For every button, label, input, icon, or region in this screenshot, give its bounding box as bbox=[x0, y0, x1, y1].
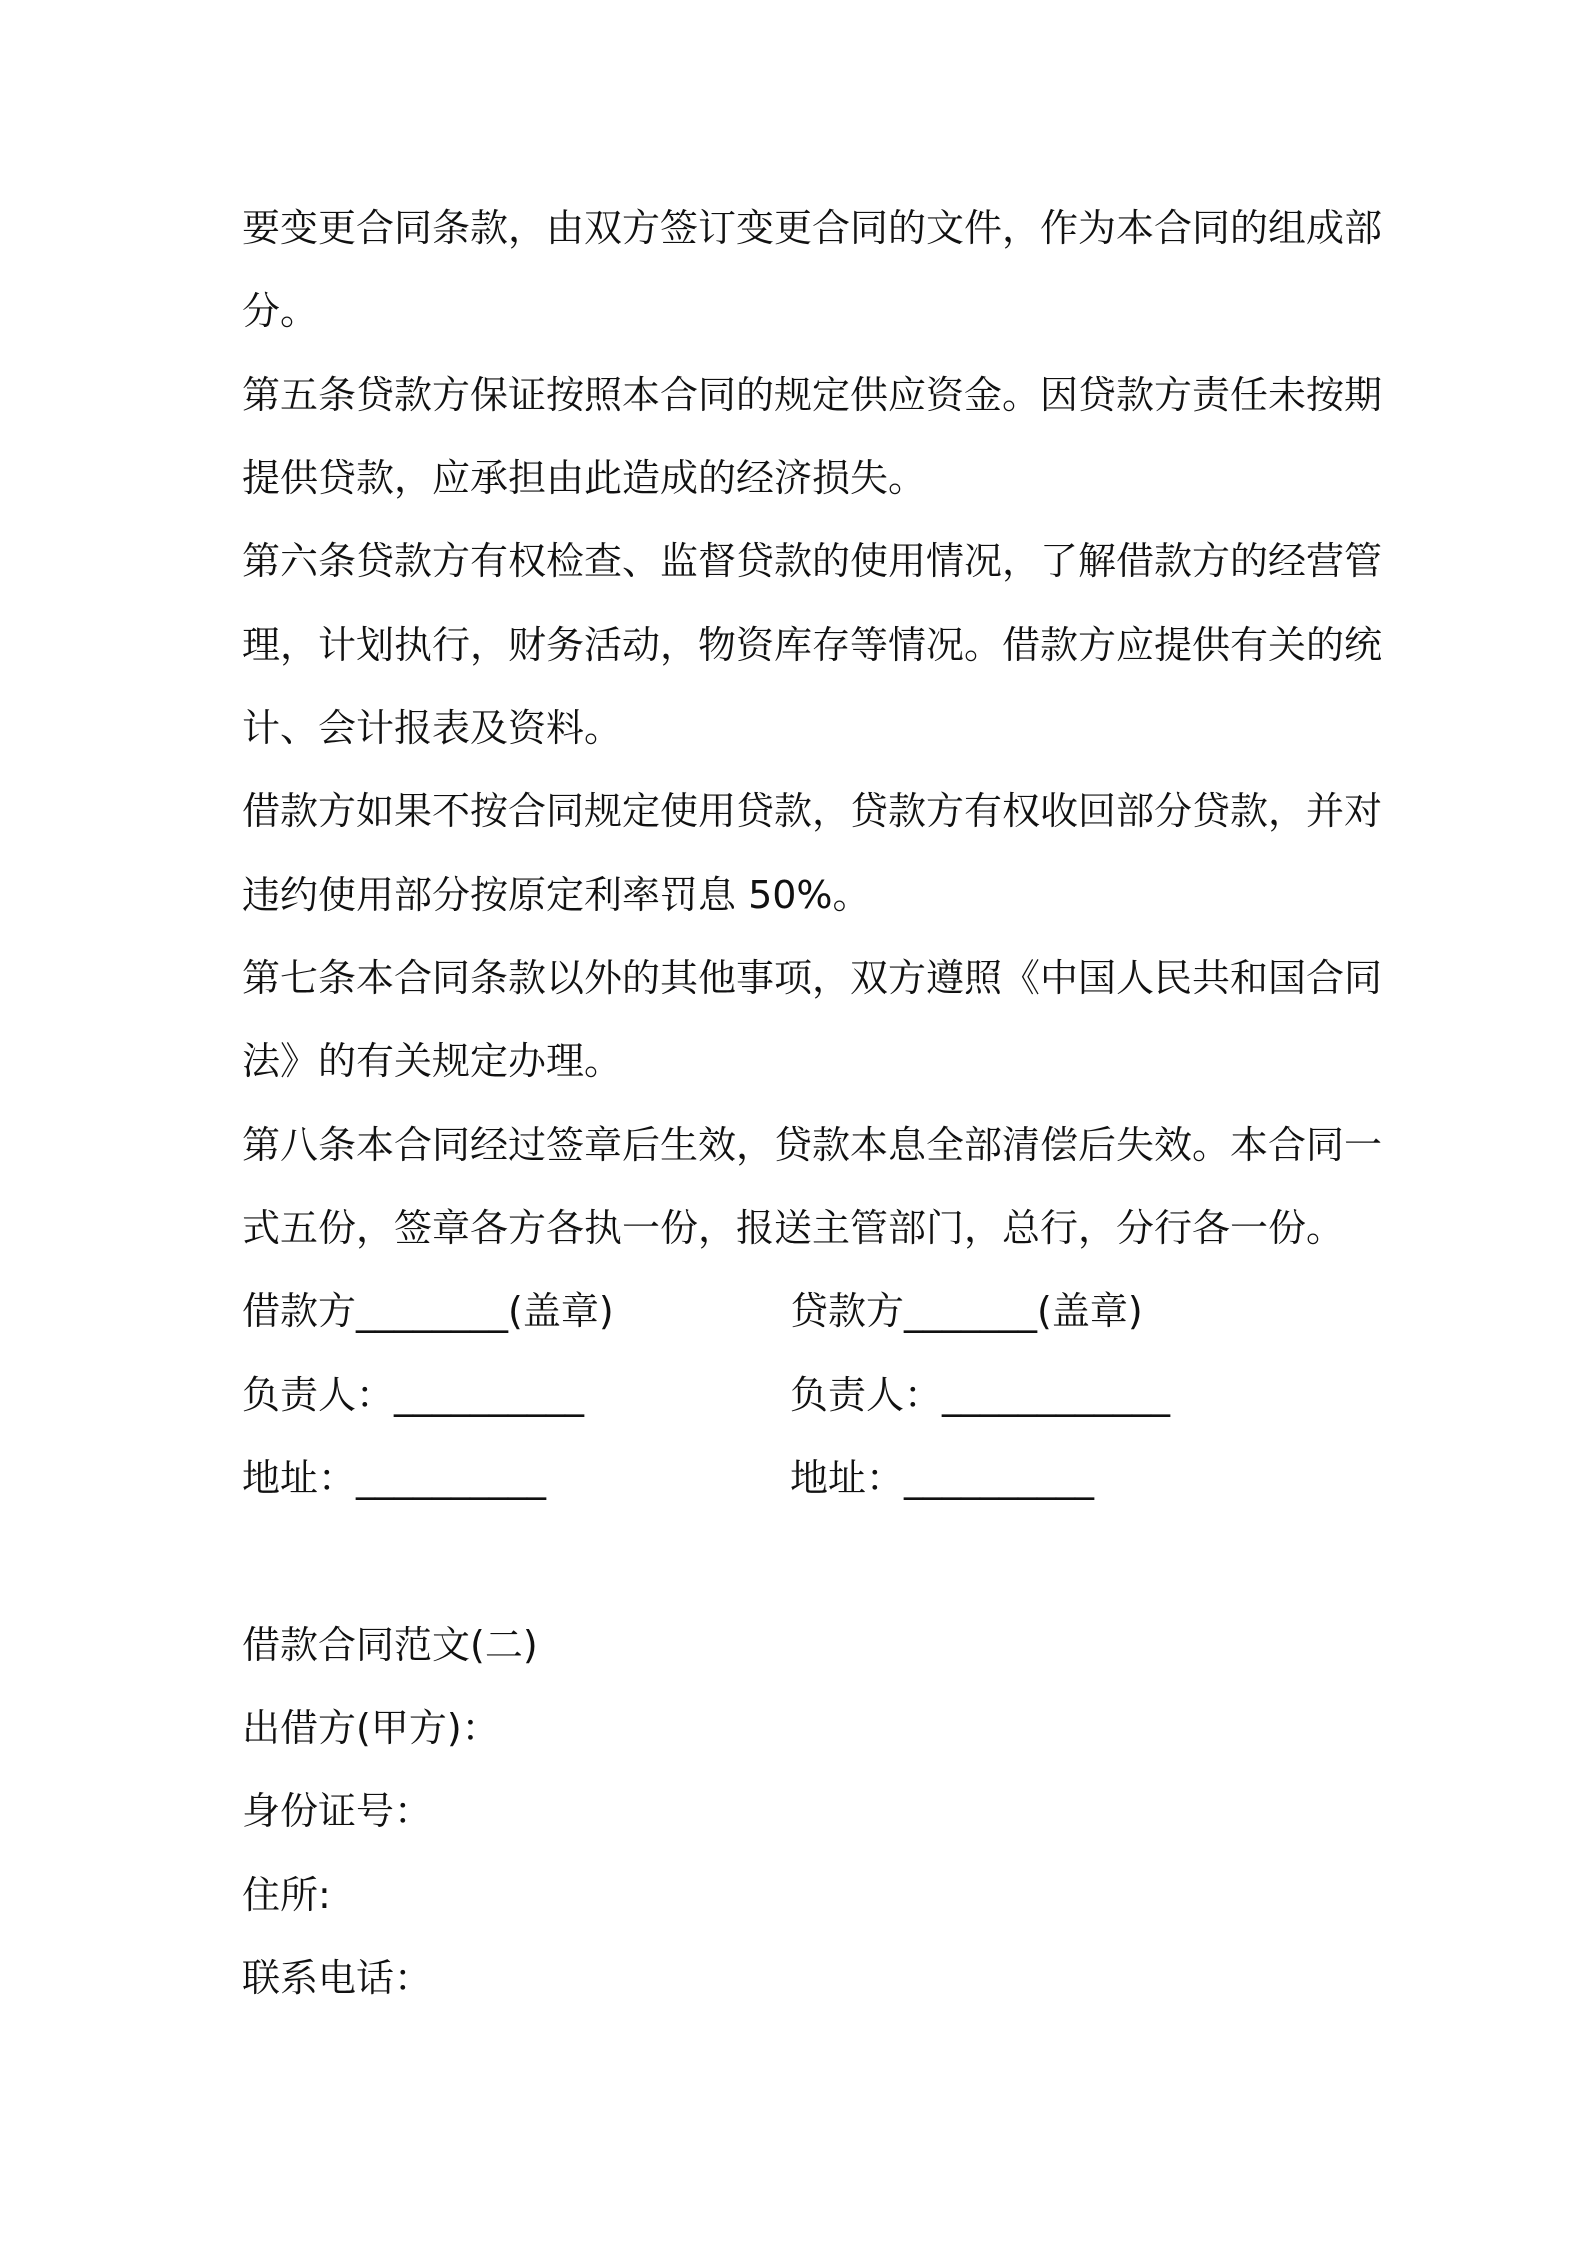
paragraph-line: 第七条本合同条款以外的其他事项，双方遵照《中国人民共和国合同 bbox=[242, 956, 1383, 1000]
paragraph-line: 第五条贷款方保证按照本合同的规定供应资金。因贷款方责任未按期 bbox=[242, 373, 1383, 417]
borrower-address-line: 地址：__________ bbox=[242, 1456, 547, 1500]
paragraph-line: 法》的有关规定办理。 bbox=[242, 1039, 623, 1083]
paragraph-line: 借款方如果不按合同规定使用贷款，贷款方有权收回部分贷款，并对 bbox=[242, 789, 1383, 833]
paragraph-line: 第八条本合同经过签章后生效，贷款本息全部清偿后失效。本合同一 bbox=[242, 1123, 1383, 1167]
paragraph-line: 提供贷款，应承担由此造成的经济损失。 bbox=[242, 456, 927, 500]
paragraph-line: 分。 bbox=[242, 289, 319, 333]
borrower-person-line: 负责人：__________ bbox=[242, 1373, 585, 1417]
paragraph-line: 理，计划执行，财务活动，物资库存等情况。借款方应提供有关的统 bbox=[242, 623, 1383, 667]
lender-party-label: 出借方(甲方)： bbox=[242, 1706, 500, 1750]
paragraph-line: 式五份，签章各方各执一份，报送主管部门，总行，分行各一份。 bbox=[242, 1206, 1345, 1250]
residence-label: 住所: bbox=[242, 1873, 331, 1917]
lender-stamp-line: 贷款方_______(盖章) bbox=[790, 1289, 1143, 1333]
paragraph-line: 要变更合同条款，由双方签订变更合同的文件，作为本合同的组成部 bbox=[242, 206, 1383, 250]
paragraph-line: 第六条贷款方有权检查、监督贷款的使用情况，了解借款方的经营管 bbox=[242, 539, 1383, 583]
paragraph-line: 违约使用部分按原定利率罚息 50%。 bbox=[242, 873, 871, 917]
id-number-label: 身份证号： bbox=[242, 1789, 433, 1833]
paragraph-line: 计、会计报表及资料。 bbox=[242, 706, 623, 750]
lender-address-line: 地址：__________ bbox=[790, 1456, 1095, 1500]
borrower-stamp-line: 借款方________(盖章) bbox=[242, 1289, 614, 1333]
phone-label: 联系电话： bbox=[242, 1956, 433, 2000]
second-contract-title: 借款合同范文(二) bbox=[242, 1623, 538, 1667]
lender-person-line: 负责人：____________ bbox=[790, 1373, 1171, 1417]
